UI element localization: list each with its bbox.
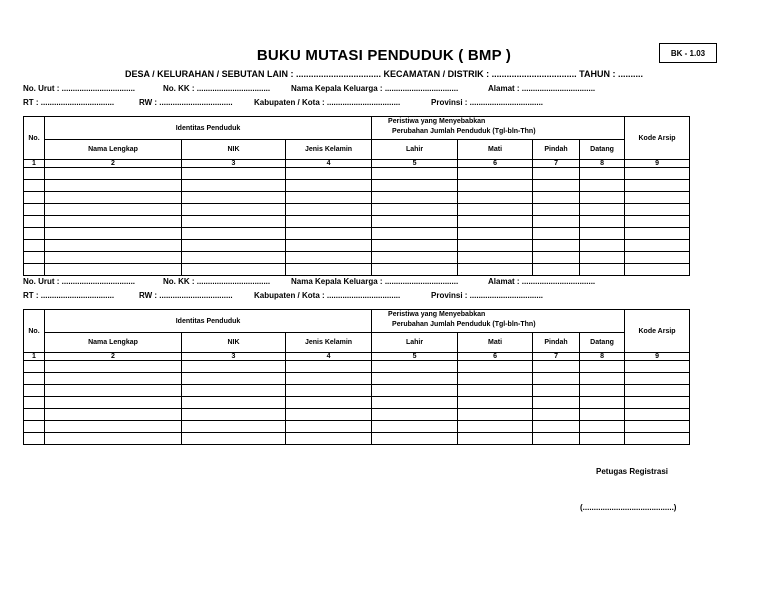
- header-pindah: Pindah: [533, 333, 580, 353]
- header-identitas: Identitas Penduduk: [45, 117, 372, 140]
- no-urut-field: No. Urut : .................................: [23, 84, 136, 93]
- kabupaten-field: Kabupaten / Kota : .................................: [254, 291, 401, 300]
- header-kode-arsip: Kode Arsip: [625, 310, 690, 353]
- col-number: 5: [372, 353, 458, 361]
- signature-line: (.........................................): [580, 503, 677, 512]
- table-row[interactable]: [24, 433, 690, 445]
- header-jenis-kelamin: Jenis Kelamin: [286, 140, 372, 160]
- col-number: 3: [182, 160, 286, 168]
- header-mati: Mati: [458, 140, 533, 160]
- rw-field: RW : .................................: [139, 98, 233, 107]
- col-number: 4: [286, 353, 372, 361]
- peristiwa-line-1: Peristiwa yang Menyebabkan: [388, 118, 486, 125]
- table-row[interactable]: [24, 252, 690, 264]
- column-number-row: [24, 353, 690, 361]
- alamat-field: Alamat : .................................: [488, 84, 596, 93]
- column-number-row: [24, 160, 690, 168]
- header-nik: NIK: [182, 333, 286, 353]
- header-identitas: Identitas Penduduk: [45, 310, 372, 333]
- region-subtitle: DESA / KELURAHAN / SEBUTAN LAIN : .................................. KECAMATAN / DISTRIK : .................................. TAHUN : ..........: [124, 69, 644, 79]
- col-number: 8: [580, 353, 625, 361]
- kabupaten-field: Kabupaten / Kota : .................................: [254, 98, 401, 107]
- page-title: BUKU MUTASI PENDUDUK ( BMP ): [256, 47, 512, 64]
- col-number: 8: [580, 160, 625, 168]
- col-number: 6: [458, 353, 533, 361]
- header-jenis-kelamin: Jenis Kelamin: [286, 333, 372, 353]
- peristiwa-line-1: Peristiwa yang Menyebabkan: [388, 311, 486, 318]
- rt-field: RT : .................................: [23, 98, 115, 107]
- petugas-registrasi-label: Petugas Registrasi: [596, 467, 669, 476]
- col-number: 2: [45, 160, 182, 168]
- col-number: 7: [533, 353, 580, 361]
- no-urut-field: No. Urut : .................................: [23, 277, 136, 286]
- no-kk-field: No. KK : .................................: [163, 277, 271, 286]
- mutation-table-2: [23, 309, 690, 445]
- header-datang: Datang: [580, 333, 625, 353]
- header-no: No.: [24, 310, 45, 353]
- peristiwa-line-2: Perubahan Jumlah Penduduk (Tgl-bln-Thn): [392, 128, 536, 135]
- provinsi-field: Provinsi : .................................: [431, 98, 544, 107]
- header-pindah: Pindah: [533, 140, 580, 160]
- table-row[interactable]: [24, 168, 690, 180]
- table-row[interactable]: [24, 192, 690, 204]
- col-number: 9: [625, 353, 690, 361]
- col-number: 9: [625, 160, 690, 168]
- rt-field: RT : .................................: [23, 291, 115, 300]
- col-number: 2: [45, 353, 182, 361]
- table-row[interactable]: [24, 240, 690, 252]
- header-lahir: Lahir: [372, 140, 458, 160]
- document-code-badge: BK - 1.03: [659, 43, 717, 63]
- table-row[interactable]: [24, 409, 690, 421]
- col-number: 7: [533, 160, 580, 168]
- no-kk-field: No. KK : .................................: [163, 84, 271, 93]
- header-datang: Datang: [580, 140, 625, 160]
- table-row[interactable]: [24, 397, 690, 409]
- col-number: 6: [458, 160, 533, 168]
- table-row[interactable]: [24, 361, 690, 373]
- table-row[interactable]: [24, 421, 690, 433]
- table-row[interactable]: [24, 216, 690, 228]
- header-lahir: Lahir: [372, 333, 458, 353]
- col-number: 1: [24, 160, 45, 168]
- header-mati: Mati: [458, 333, 533, 353]
- col-number: 5: [372, 160, 458, 168]
- col-number: 1: [24, 353, 45, 361]
- header-kode-arsip: Kode Arsip: [625, 117, 690, 160]
- peristiwa-line-2: Perubahan Jumlah Penduduk (Tgl-bln-Thn): [392, 321, 536, 328]
- col-number: 3: [182, 353, 286, 361]
- header-nik: NIK: [182, 140, 286, 160]
- table-row[interactable]: [24, 180, 690, 192]
- nama-kepala-field: Nama Kepala Keluarga : .................................: [291, 277, 459, 286]
- alamat-field: Alamat : .................................: [488, 277, 596, 286]
- table-row[interactable]: [24, 228, 690, 240]
- table-row[interactable]: [24, 373, 690, 385]
- header-nama-lengkap: Nama Lengkap: [45, 140, 182, 160]
- nama-kepala-field: Nama Kepala Keluarga : .................................: [291, 84, 459, 93]
- header-no: No.: [24, 117, 45, 160]
- table-row[interactable]: [24, 204, 690, 216]
- provinsi-field: Provinsi : .................................: [431, 291, 544, 300]
- table-row[interactable]: [24, 264, 690, 276]
- col-number: 4: [286, 160, 372, 168]
- header-peristiwa: [372, 117, 625, 140]
- header-nama-lengkap: Nama Lengkap: [45, 333, 182, 353]
- mutation-table-1: [23, 116, 690, 276]
- header-peristiwa: [372, 310, 625, 333]
- rw-field: RW : .................................: [139, 291, 233, 300]
- table-row[interactable]: [24, 385, 690, 397]
